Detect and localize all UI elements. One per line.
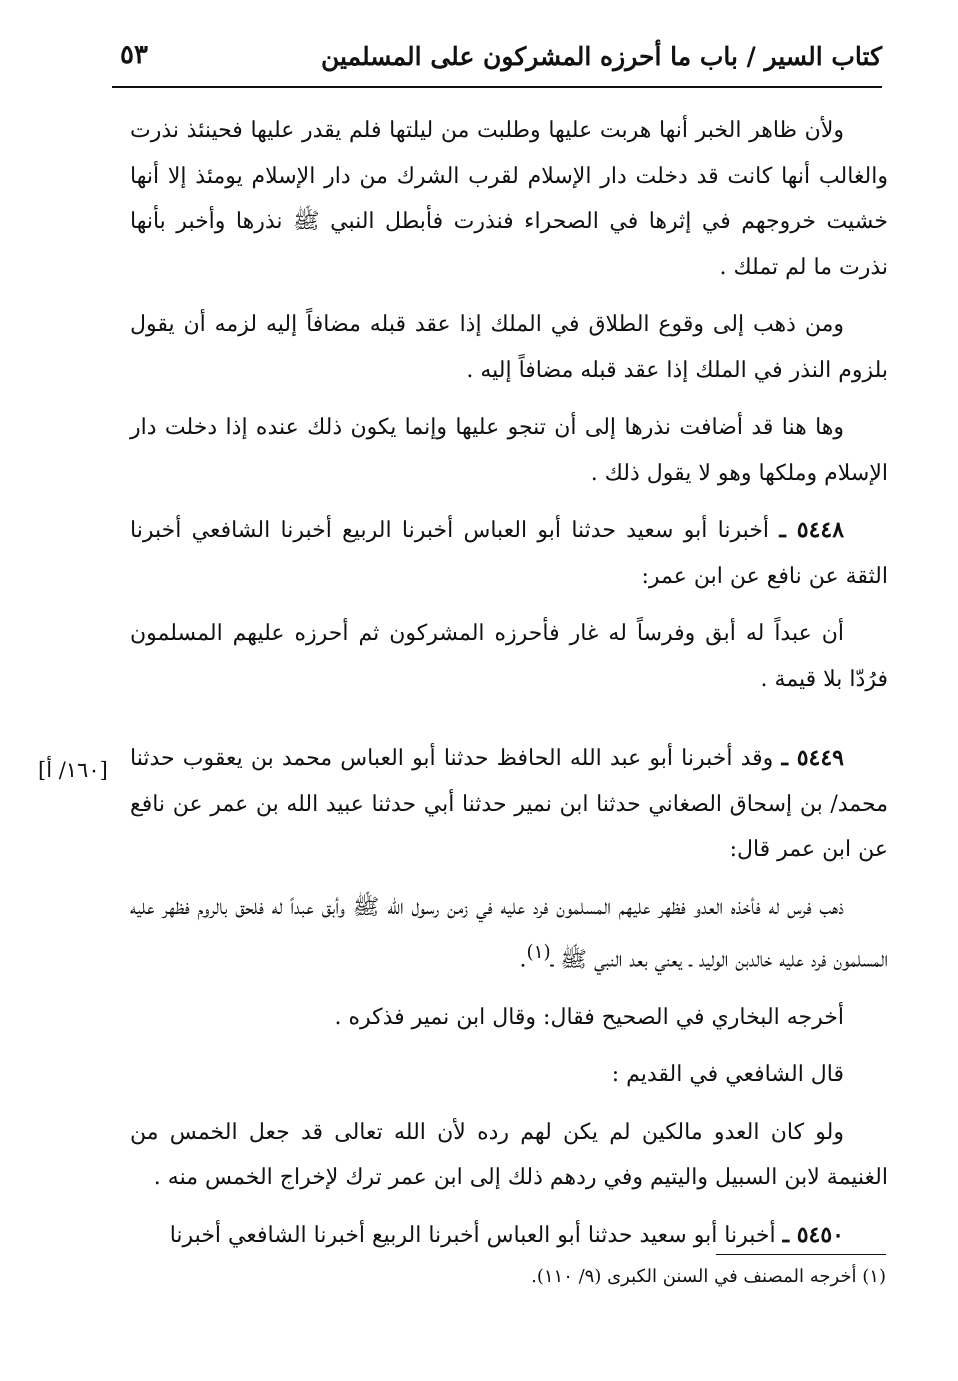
hadith-5449-matn <box>130 885 888 983</box>
manuscript-folio-ref: [١٦٠/ أ] <box>38 758 108 782</box>
footnote: (١) أخرجه المصنف في السنن الكبرى (٩/ ١١٠). <box>531 1266 886 1287</box>
section-gap <box>130 714 888 736</box>
hadith-5448-matn: أن عبداً له أبق وفرساً له غار فأحرزه المشركون ثم أحرزه عليهم المسلمون فرُدّا بلا قيمة . <box>130 621 888 692</box>
paragraph: ولأن ظاهر الخبر أنها هربت عليها وطلبت من ليلتها فلم يقدر عليها فحينئذ نذرت والغالب أنها كانت قد دخلت دار الإسلام لقرب الشرك من دار الإسلام يومئذ إلا أنها خشيت خروجهم في إثرها في الصحراء فنذرت فأبطل النبي ﷺ نذرها وأخبر بأنها نذرت ما لم تملك . <box>130 118 888 280</box>
paragraph: ومن ذهب إلى وقوع الطلاق في الملك إذا عقد قبله مضافاً إليه لزمه أن يقول بلزوم النذر في الملك إذا عقد قبله مضافاً إليه . <box>130 312 888 383</box>
hadith-number: ٥٤٤٨ ـ <box>779 517 845 543</box>
main-text <box>130 108 888 1258</box>
paragraph: وها هنا قد أضافت نذرها إلى أن تنجو عليها وإنما يكون ذلك عنده إذا دخلت دار الإسلام وملكها وهو لا يقول ذلك . <box>130 415 888 486</box>
header-rule <box>112 86 882 88</box>
hadith-number: ٥٤٥٠ ـ <box>782 1221 844 1248</box>
page-number: ٥٣ <box>120 40 148 70</box>
matn-end: . <box>519 947 527 973</box>
shafii-text: ولو كان العدو مالكين لم يكن لهم رده لأن الله تعالى قد جعل الخمس من الغنيمة لابن السبيل واليتيم وفي ردهم ذلك إلى ابن عمر ترك لإخراج الخمس منه . <box>130 1119 888 1191</box>
footnote-separator <box>716 1254 886 1255</box>
hadith-5448-isnad <box>130 508 888 599</box>
running-header <box>112 38 882 88</box>
matn-text: ذهب فرس له فأخذه العدو فظهر عليهم المسلمون فرد عليه في زمن رسول الله ﷺ وأبق عبداً له فلحق بالروم فظهر عليه المسلمون فرد عليه خالدبن الوليد ـ يعني بعد النبي ﷺ ـ <box>130 894 888 973</box>
footnote-marker[interactable]: (١) <box>526 942 551 963</box>
hadith-5450-isnad <box>130 1213 888 1259</box>
hadith-5449-isnad <box>130 736 888 873</box>
shafii-heading: قال الشافعي في القديم : <box>611 1062 844 1088</box>
isnad-text: وقد أخبرنا أبو عبد الله الحافظ حدثنا أبو العباس محمد بن يعقوب حدثنا محمد/ بن إسحاق الصغاني حدثنا ابن نمير حدثنا أبي حدثنا عبيد الله بن عمر عن نافع عن ابن عمر قال: <box>130 746 888 862</box>
isnad-text: أخبرنا أبو سعيد حدثنا أبو العباس أخبرنا الربيع أخبرنا الشافعي أخبرنا <box>169 1222 776 1248</box>
hadith-number: ٥٤٤٩ ـ <box>781 745 844 771</box>
bukhari-note: أخرجه البخاري في الصحيح فقال: وقال ابن نمير فذكره . <box>334 1004 844 1030</box>
isnad-text: أخبرنا أبو سعيد حدثنا أبو العباس أخبرنا الربيع أخبرنا الشافعي أخبرنا الثقة عن نافع عن ابن عمر: <box>130 518 888 589</box>
header-title: كتاب السير / باب ما أحرزه المشركون على المسلمين <box>321 42 882 71</box>
